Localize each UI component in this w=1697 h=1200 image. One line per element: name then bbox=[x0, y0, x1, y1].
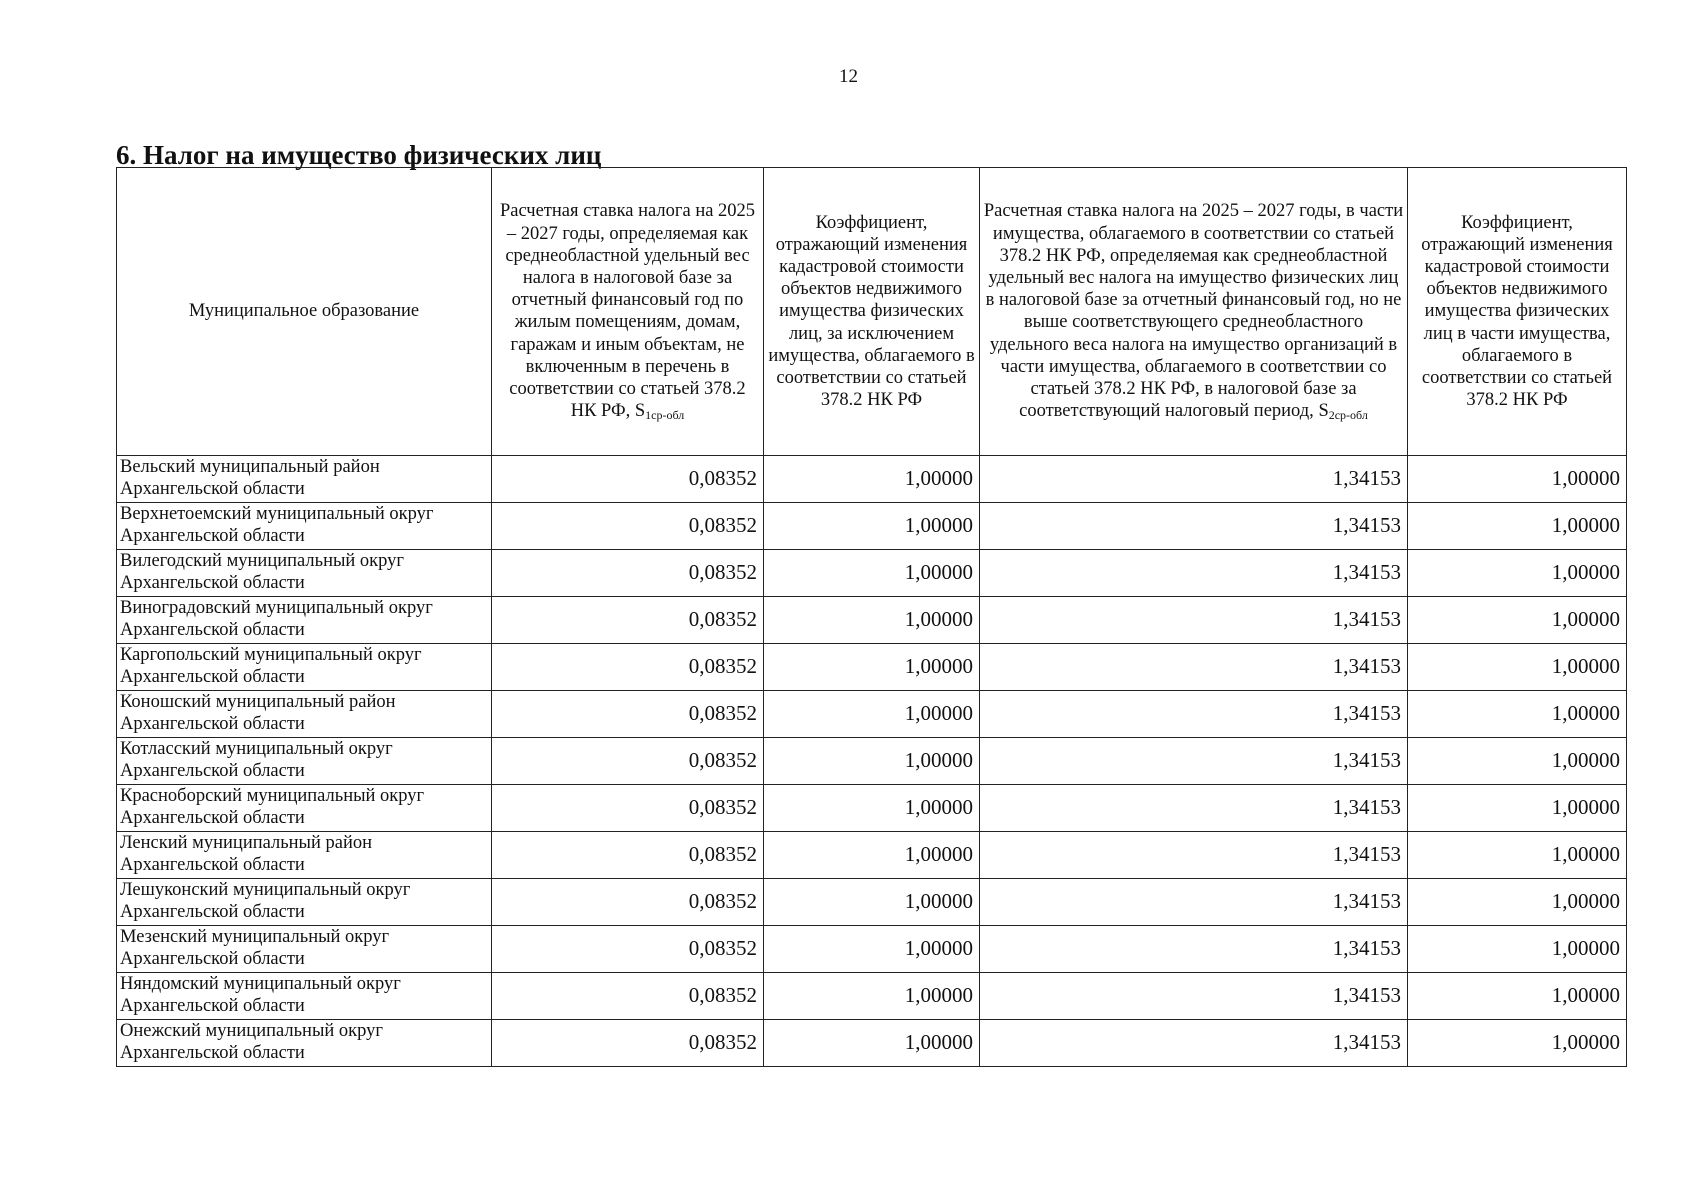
table-row bbox=[117, 879, 1627, 926]
coefficient-general-cell: 1,00000 bbox=[764, 456, 980, 503]
coefficient-general-cell: 1,00000 bbox=[764, 597, 980, 644]
header-rate-s2: Расчетная ставка налога на 2025 – 2027 годы, в части имущества, облагаемого в соответствии со статьей 378.2 НК РФ, определяемая как среднеобластной удельный вес налога на имущество физических лиц в налоговой базе за отчетный финансовый год, но не выше соответствующего среднеобластного удельного веса налога на имущество организаций в части имущества, облагаемого в соответствии со статьей 378.2 НК РФ, в налоговой базе за соответствующий налоговый период, $S_{2ср-обл}$ bbox=[980, 168, 1408, 456]
page-number: 12 bbox=[839, 66, 858, 87]
municipality-region: Архангельской области bbox=[120, 573, 305, 593]
coefficient-general-cell: 1,00000 bbox=[764, 644, 980, 691]
municipality-cell bbox=[117, 879, 492, 926]
table-row bbox=[117, 973, 1627, 1020]
municipality-cell bbox=[117, 832, 492, 879]
coefficient-378-cell: 1,00000 bbox=[1408, 456, 1627, 503]
municipality-name: Няндомский муниципальный округ bbox=[120, 974, 401, 995]
municipality-name: Онежский муниципальный округ bbox=[120, 1021, 383, 1042]
municipality-name: Вельский муниципальный район bbox=[120, 457, 380, 478]
table-row bbox=[117, 550, 1627, 597]
rate-s2-cell: 1,34153 bbox=[980, 926, 1408, 973]
municipality-cell bbox=[117, 926, 492, 973]
coefficient-general-cell: 1,00000 bbox=[764, 691, 980, 738]
rate-s2-cell: 1,34153 bbox=[980, 644, 1408, 691]
coefficient-general-cell: 1,00000 bbox=[764, 785, 980, 832]
municipality-name: Коношский муниципальный район bbox=[120, 692, 396, 713]
municipality-cell bbox=[117, 973, 492, 1020]
municipality-name: Котласский муниципальный округ bbox=[120, 739, 393, 760]
municipality-cell bbox=[117, 1020, 492, 1067]
rate-s2-cell: 1,34153 bbox=[980, 832, 1408, 879]
coefficient-378-cell: 1,00000 bbox=[1408, 832, 1627, 879]
coefficient-378-cell: 1,00000 bbox=[1408, 926, 1627, 973]
rate-s1-cell: 0,08352 bbox=[492, 973, 764, 1020]
header-municipality: Муниципальное образование bbox=[117, 168, 492, 456]
rate-s2-cell: 1,34153 bbox=[980, 503, 1408, 550]
municipality-name: Вилегодский муниципальный округ bbox=[120, 551, 405, 572]
coefficient-general-cell: 1,00000 bbox=[764, 973, 980, 1020]
municipality-name: Лешуконский муниципальный округ bbox=[120, 880, 411, 901]
rate-s1-cell: 0,08352 bbox=[492, 879, 764, 926]
coefficient-general-cell: 1,00000 bbox=[764, 738, 980, 785]
municipality-region: Архангельской области bbox=[120, 949, 305, 969]
rate-s2-cell: 1,34153 bbox=[980, 597, 1408, 644]
coefficient-general-cell: 1,00000 bbox=[764, 832, 980, 879]
rate-s2-cell: 1,34153 bbox=[980, 1020, 1408, 1067]
municipality-region: Архангельской области bbox=[120, 855, 305, 875]
municipality-cell bbox=[117, 456, 492, 503]
municipality-region: Архангельской области bbox=[120, 996, 305, 1016]
municipality-region: Архангельской области bbox=[120, 526, 305, 546]
table-row bbox=[117, 503, 1627, 550]
rate-s1-cell: 0,08352 bbox=[492, 738, 764, 785]
municipality-cell bbox=[117, 597, 492, 644]
table-body bbox=[117, 456, 1627, 1067]
rate-s1-cell: 0,08352 bbox=[492, 550, 764, 597]
header-rate-s1: Расчетная ставка налога на 2025 – 2027 годы, определяемая как среднеобластной удельный вес налога в налоговой базе за отчетный финансовый год по жилым помещениям, домам, гаражам и иным объектам, не включенным в перечень в соответствии со статьей 378.2 НК РФ, $S_{1ср-обл}$ bbox=[492, 168, 764, 456]
municipality-name: Красноборский муниципальный округ bbox=[120, 786, 425, 807]
rate-s2-cell: 1,34153 bbox=[980, 456, 1408, 503]
municipality-region: Архангельской области bbox=[120, 761, 305, 781]
rate-s1-cell: 0,08352 bbox=[492, 785, 764, 832]
header-coefficient-general: Коэффициент, отражающий изменения кадастровой стоимости объектов недвижимого имущества физических лиц, за исключением имущества, облагаемого в соответствии со статьей 378.2 НК РФ bbox=[764, 168, 980, 456]
table-row bbox=[117, 644, 1627, 691]
coefficient-general-cell: 1,00000 bbox=[764, 550, 980, 597]
table-row bbox=[117, 785, 1627, 832]
rate-s1-cell: 0,08352 bbox=[492, 644, 764, 691]
table-row bbox=[117, 597, 1627, 644]
municipality-cell bbox=[117, 503, 492, 550]
municipality-name: Верхнетоемский муниципальный округ bbox=[120, 504, 434, 525]
rate-s1-cell: 0,08352 bbox=[492, 503, 764, 550]
coefficient-378-cell: 1,00000 bbox=[1408, 597, 1627, 644]
municipality-region: Архангельской области bbox=[120, 714, 305, 734]
table-row bbox=[117, 1020, 1627, 1067]
table-row bbox=[117, 738, 1627, 785]
rate-s1-cell: 0,08352 bbox=[492, 832, 764, 879]
municipality-region: Архангельской области bbox=[120, 667, 305, 687]
municipality-region: Архангельской области bbox=[120, 808, 305, 828]
coefficient-general-cell: 1,00000 bbox=[764, 1020, 980, 1067]
coefficient-378-cell: 1,00000 bbox=[1408, 691, 1627, 738]
municipality-name: Каргопольский муниципальный округ bbox=[120, 645, 422, 666]
rate-s2-cell: 1,34153 bbox=[980, 879, 1408, 926]
municipality-cell bbox=[117, 644, 492, 691]
table-row bbox=[117, 926, 1627, 973]
coefficient-378-cell: 1,00000 bbox=[1408, 973, 1627, 1020]
rate-s1-cell: 0,08352 bbox=[492, 926, 764, 973]
rate-s2-cell: 1,34153 bbox=[980, 550, 1408, 597]
municipality-name: Ленский муниципальный район bbox=[120, 833, 373, 854]
tax-rate-table bbox=[116, 167, 1627, 1067]
rate-s2-cell: 1,34153 bbox=[980, 691, 1408, 738]
header-coefficient-378: Коэффициент, отражающий изменения кадастровой стоимости объектов недвижимого имущества физических лиц в части имущества, облагаемого в соответствии со статьей 378.2 НК РФ bbox=[1408, 168, 1627, 456]
table-header-row bbox=[117, 168, 1627, 456]
municipality-region: Архангельской области bbox=[120, 479, 305, 499]
table-row bbox=[117, 456, 1627, 503]
coefficient-general-cell: 1,00000 bbox=[764, 879, 980, 926]
coefficient-378-cell: 1,00000 bbox=[1408, 550, 1627, 597]
coefficient-378-cell: 1,00000 bbox=[1408, 644, 1627, 691]
coefficient-378-cell: 1,00000 bbox=[1408, 879, 1627, 926]
coefficient-378-cell: 1,00000 bbox=[1408, 1020, 1627, 1067]
rate-s1-cell: 0,08352 bbox=[492, 456, 764, 503]
municipality-region: Архангельской области bbox=[120, 620, 305, 640]
coefficient-378-cell: 1,00000 bbox=[1408, 785, 1627, 832]
coefficient-general-cell: 1,00000 bbox=[764, 503, 980, 550]
coefficient-378-cell: 1,00000 bbox=[1408, 738, 1627, 785]
municipality-name: Мезенский муниципальный округ bbox=[120, 927, 390, 948]
table-row bbox=[117, 832, 1627, 879]
rate-s1-cell: 0,08352 bbox=[492, 691, 764, 738]
rate-s2-cell: 1,34153 bbox=[980, 738, 1408, 785]
municipality-cell bbox=[117, 691, 492, 738]
section-title: 6. Налог на имущество физических лиц bbox=[116, 140, 602, 170]
coefficient-general-cell: 1,00000 bbox=[764, 926, 980, 973]
municipality-cell bbox=[117, 738, 492, 785]
municipality-cell bbox=[117, 550, 492, 597]
coefficient-378-cell: 1,00000 bbox=[1408, 503, 1627, 550]
municipality-cell bbox=[117, 785, 492, 832]
rate-s2-cell: 1,34153 bbox=[980, 973, 1408, 1020]
municipality-name: Виноградовский муниципальный округ bbox=[120, 598, 433, 619]
rate-s1-cell: 0,08352 bbox=[492, 1020, 764, 1067]
table-row bbox=[117, 691, 1627, 738]
rate-s2-cell: 1,34153 bbox=[980, 785, 1408, 832]
municipality-region: Архангельской области bbox=[120, 1043, 305, 1063]
rate-s1-cell: 0,08352 bbox=[492, 597, 764, 644]
municipality-region: Архангельской области bbox=[120, 902, 305, 922]
